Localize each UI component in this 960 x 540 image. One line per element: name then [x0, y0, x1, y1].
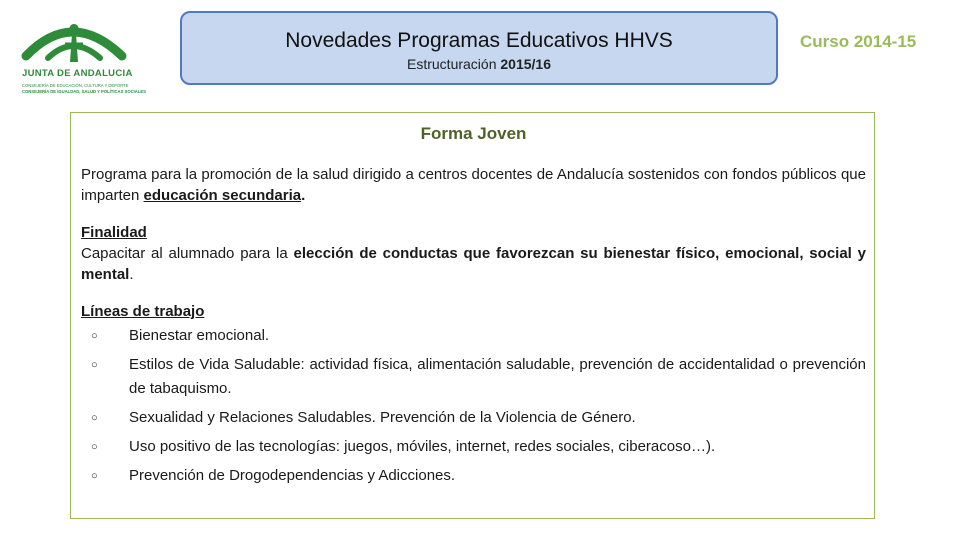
logo-subtitle-2: CONSEJERÍA DE IGUALDAD, SALUD Y POLÍTICAS SOCIALES — [22, 89, 146, 94]
logo-title: JUNTA DE ANDALUCIA — [22, 68, 133, 79]
header-subtitle-year: 2015/16 — [500, 56, 551, 72]
list-item-text: Bienestar emocional. — [129, 327, 270, 344]
header-subtitle-prefix: Estructuración — [407, 56, 501, 72]
section-title: Forma Joven — [420, 124, 527, 143]
finalidad-paragraph — [81, 243, 866, 285]
list-item — [81, 353, 866, 401]
header-subtitle — [182, 56, 776, 72]
junta-emblem-icon — [18, 12, 138, 68]
content-panel — [70, 112, 875, 519]
list-item-text: Sexualidad y Relaciones Saludables. Prevención de la Violencia de Género. — [129, 409, 636, 426]
intro-text: Programa para la promoción de la salud dirigido a centros docentes de Andalucía sostenidos con fondos públicos que imparten — [81, 166, 866, 204]
intro-paragraph — [81, 164, 866, 206]
lineas-list — [81, 324, 866, 488]
junta-andalucia-logo — [18, 12, 146, 102]
bullet-circle-icon: ○ — [91, 412, 98, 424]
intro-end: . — [301, 187, 306, 204]
intro-emphasis: educación secundaria — [143, 187, 302, 204]
header-banner — [180, 11, 778, 85]
list-item — [81, 464, 866, 488]
list-item — [81, 406, 866, 430]
bullet-circle-icon: ○ — [91, 359, 98, 371]
bullet-circle-icon: ○ — [91, 330, 98, 342]
header-title: Novedades Programas Educativos HHVS — [285, 29, 673, 52]
list-item-text: Prevención de Drogodependencias y Adicciones. — [129, 467, 456, 484]
list-item-text: Estilos de Vida Saludable: actividad física, alimentación saludable, prevención de accidentalidad o prevención de tabaquismo. — [129, 356, 866, 397]
list-item — [81, 324, 866, 348]
list-item-text: Uso positivo de las tecnologías: juegos, móviles, internet, redes sociales, ciberacoso…). — [129, 438, 716, 455]
bullet-circle-icon: ○ — [91, 470, 98, 482]
bullet-circle-icon: ○ — [91, 441, 98, 453]
logo-subtitle-1: CONSEJERÍA DE EDUCACIÓN, CULTURA Y DEPORTE — [22, 83, 129, 88]
list-item — [81, 435, 866, 459]
lineas-heading: Líneas de trabajo — [81, 303, 205, 320]
course-label: Curso 2014-15 — [800, 32, 917, 51]
finalidad-end: . — [129, 266, 134, 283]
finalidad-bold: elección de conductas que favorezcan su bienestar físico, emocional, social y mental — [81, 245, 866, 283]
finalidad-prefix: Capacitar al alumnado para la — [81, 245, 294, 262]
finalidad-heading: Finalidad — [81, 224, 147, 241]
